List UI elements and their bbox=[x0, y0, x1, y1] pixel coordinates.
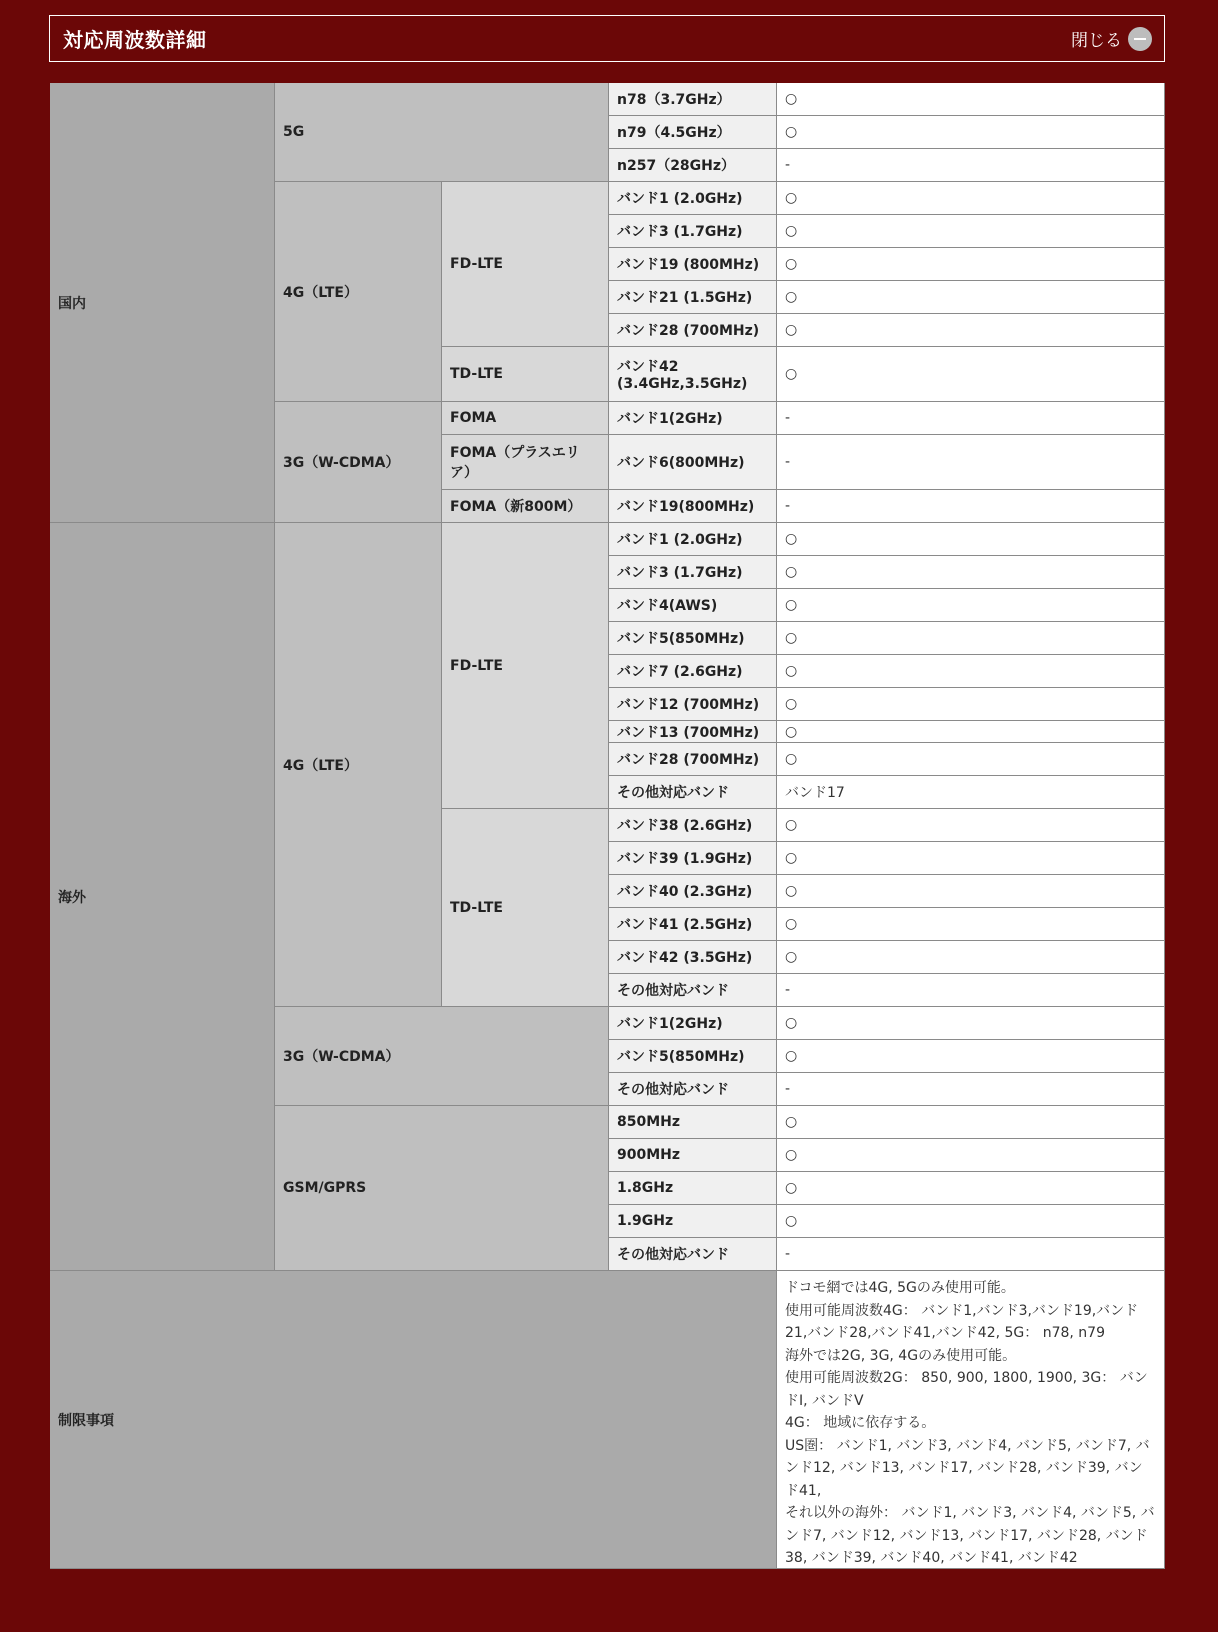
band-name: バンド19 (800MHz) bbox=[609, 248, 777, 281]
category-4g-lte: 4G（LTE） bbox=[275, 523, 442, 1007]
band-name: バンド41 (2.5GHz) bbox=[609, 908, 777, 941]
band-name: バンド1(2GHz) bbox=[609, 402, 777, 435]
subcategory-td-lte: TD-LTE bbox=[442, 809, 609, 1007]
band-name: バンド28 (700MHz) bbox=[609, 743, 777, 776]
band-name: n79（4.5GHz） bbox=[609, 116, 777, 149]
band-support: ○ bbox=[777, 182, 1165, 215]
band-support: ○ bbox=[777, 688, 1165, 721]
band-name: その他対応バンド bbox=[609, 776, 777, 809]
band-name: バンド21 (1.5GHz) bbox=[609, 281, 777, 314]
category-3g: 3G（W-CDMA） bbox=[275, 1007, 609, 1106]
band-name: バンド13 (700MHz) bbox=[609, 721, 777, 743]
band-support: ○ bbox=[777, 1139, 1165, 1172]
band-support: ○ bbox=[777, 809, 1165, 842]
band-name: バンド5(850MHz) bbox=[609, 622, 777, 655]
band-name: 1.8GHz bbox=[609, 1172, 777, 1205]
band-support: - bbox=[777, 1073, 1165, 1106]
band-name: バンド39 (1.9GHz) bbox=[609, 842, 777, 875]
band-support: ○ bbox=[777, 215, 1165, 248]
frequency-table bbox=[50, 83, 1165, 1569]
band-name: その他対応バンド bbox=[609, 1073, 777, 1106]
restriction-line: US圏： バンド1, バンド3, バンド4, バンド5, バンド7, バンド12, バンド13, バンド17, バンド28, バンド39, バンド41, bbox=[785, 1437, 1150, 1499]
band-support: ○ bbox=[777, 941, 1165, 974]
band-support: ○ bbox=[777, 1106, 1165, 1139]
band-name: バンド40 (2.3GHz) bbox=[609, 875, 777, 908]
band-support: - bbox=[777, 1238, 1165, 1271]
band-support: ○ bbox=[777, 523, 1165, 556]
band-support: - bbox=[777, 149, 1165, 182]
band-support: ○ bbox=[777, 842, 1165, 875]
minus-circle-icon bbox=[1128, 27, 1152, 51]
close-button-label: 閉じる bbox=[1071, 31, 1122, 51]
category-gsm-gprs: GSM/GPRS bbox=[275, 1106, 609, 1271]
band-name: バンド42 (3.4GHz,3.5GHz) bbox=[609, 347, 777, 402]
band-name: バンド3 (1.7GHz) bbox=[609, 556, 777, 589]
subcategory-td-lte: TD-LTE bbox=[442, 347, 609, 402]
band-support: ○ bbox=[777, 1172, 1165, 1205]
band-name: バンド1(2GHz) bbox=[609, 1007, 777, 1040]
band-support: ○ bbox=[777, 743, 1165, 776]
restriction-line: それ以外の海外： バンド1, バンド3, バンド4, バンド5, バンド7, バンド12, バンド13, バンド17, バンド28, バンド38, バンド39, バンド40, バンド41, バンド42 bbox=[785, 1505, 1155, 1566]
subcategory-foma: FOMA（新800M） bbox=[442, 490, 609, 523]
band-name: 900MHz bbox=[609, 1139, 777, 1172]
subcategory-foma: FOMA（プラスエリア） bbox=[442, 435, 609, 490]
band-name: バンド38 (2.6GHz) bbox=[609, 809, 777, 842]
band-support: バンド17 bbox=[777, 776, 1165, 809]
band-support: ○ bbox=[777, 314, 1165, 347]
band-name: バンド1 (2.0GHz) bbox=[609, 523, 777, 556]
band-support: ○ bbox=[777, 622, 1165, 655]
category-5g: 5G bbox=[275, 83, 609, 182]
band-support: ○ bbox=[777, 347, 1165, 402]
band-support: ○ bbox=[777, 1205, 1165, 1238]
band-name: バンド28 (700MHz) bbox=[609, 314, 777, 347]
band-name: その他対応バンド bbox=[609, 974, 777, 1007]
band-name: 850MHz bbox=[609, 1106, 777, 1139]
band-name: バンド7 (2.6GHz) bbox=[609, 655, 777, 688]
band-name: バンド12 (700MHz) bbox=[609, 688, 777, 721]
restriction-line: 4G： 地域に依存する。 bbox=[785, 1415, 936, 1431]
modal-header bbox=[49, 15, 1165, 62]
band-support: ○ bbox=[777, 655, 1165, 688]
band-support: - bbox=[777, 435, 1165, 490]
band-support: ○ bbox=[777, 589, 1165, 622]
close-button[interactable] bbox=[1071, 26, 1152, 51]
band-support: ○ bbox=[777, 908, 1165, 941]
band-name: バンド19(800MHz) bbox=[609, 490, 777, 523]
subcategory-fd-lte: FD-LTE bbox=[442, 182, 609, 347]
band-name: n78（3.7GHz） bbox=[609, 83, 777, 116]
restriction-line: 使用可能周波数2G： 850, 900, 1800, 1900, 3G： バンドI, バンドV bbox=[785, 1370, 1148, 1409]
band-support: ○ bbox=[777, 116, 1165, 149]
subcategory-foma: FOMA bbox=[442, 402, 609, 435]
band-support: ○ bbox=[777, 721, 1165, 743]
page-title: 対応周波数詳細 bbox=[63, 28, 207, 52]
subcategory-fd-lte: FD-LTE bbox=[442, 523, 609, 809]
band-name: 1.9GHz bbox=[609, 1205, 777, 1238]
restriction-line: ドコモ網では4G, 5Gのみ使用可能。 bbox=[785, 1280, 1015, 1296]
band-support: - bbox=[777, 490, 1165, 523]
band-name: バンド5(850MHz) bbox=[609, 1040, 777, 1073]
band-name: バンド4(AWS) bbox=[609, 589, 777, 622]
band-name: その他対応バンド bbox=[609, 1238, 777, 1271]
band-support: - bbox=[777, 974, 1165, 1007]
section-overseas: 海外 bbox=[50, 523, 275, 1271]
band-name: n257（28GHz） bbox=[609, 149, 777, 182]
section-domestic: 国内 bbox=[50, 83, 275, 523]
category-4g-lte: 4G（LTE） bbox=[275, 182, 442, 402]
band-support: ○ bbox=[777, 1040, 1165, 1073]
restriction-line: 使用可能周波数4G： バンド1,バンド3,バンド19,バンド21,バンド28,バンド41,バンド42, 5G： n78, n79 bbox=[785, 1302, 1139, 1341]
band-name: バンド6(800MHz) bbox=[609, 435, 777, 490]
band-support: ○ bbox=[777, 281, 1165, 314]
restrictions-notes bbox=[777, 1271, 1165, 1569]
restrictions-label: 制限事項 bbox=[50, 1271, 777, 1569]
band-support: - bbox=[777, 402, 1165, 435]
category-3g: 3G（W-CDMA） bbox=[275, 402, 442, 523]
band-support: ○ bbox=[777, 1007, 1165, 1040]
band-name: バンド3 (1.7GHz) bbox=[609, 215, 777, 248]
band-support: ○ bbox=[777, 875, 1165, 908]
restriction-line: 海外では2G, 3G, 4Gのみ使用可能。 bbox=[785, 1347, 1017, 1364]
band-support: ○ bbox=[777, 83, 1165, 116]
band-support: ○ bbox=[777, 556, 1165, 589]
band-name: バンド42 (3.5GHz) bbox=[609, 941, 777, 974]
band-support: ○ bbox=[777, 248, 1165, 281]
band-name: バンド1 (2.0GHz) bbox=[609, 182, 777, 215]
